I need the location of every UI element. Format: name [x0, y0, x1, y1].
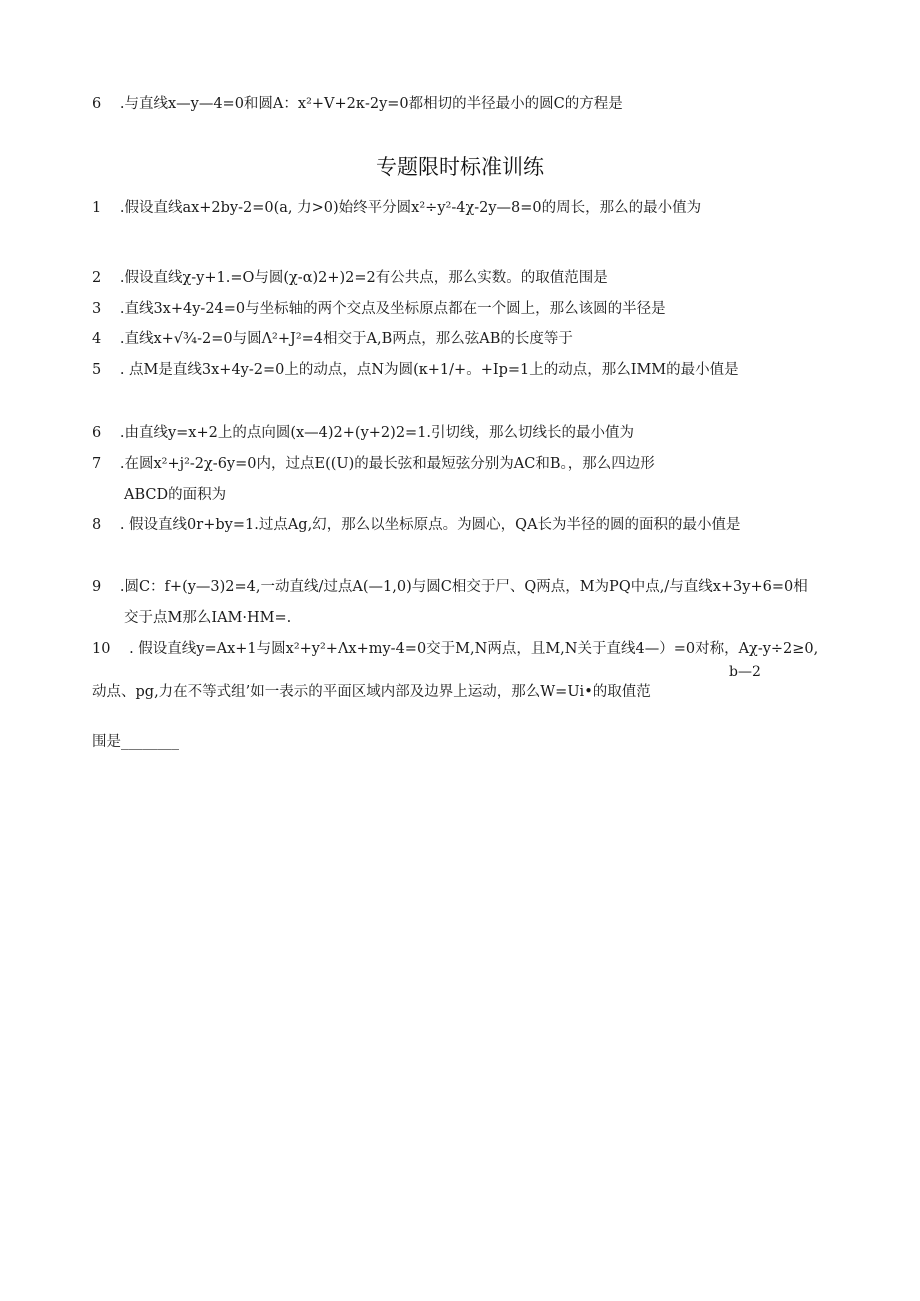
question-number: 1: [92, 200, 102, 216]
question-text: . 点M是直线3x+4y-2=0上的动点，点N为圆(κ+1/+。+Ip=1上的动点，那么IMM的最小值是: [119, 362, 739, 378]
question-number: 2: [92, 270, 102, 286]
question-text: .直线x+√¾-2=0与圆Λ²+J²=4相交于A,B两点，那么弦AB的长度等于: [119, 331, 573, 347]
question-text: . 假设直线0r+by=1.过点Ag,幻，那么以坐标原点。为圆心，QA长为半径的圆的面积的最小值是: [119, 517, 741, 533]
question-text: .假设直线χ-y+1.=O与圆(χ-α)2+)2=2有公共点，那么实数。的取值范围是: [119, 270, 608, 286]
question-10-line-3: [92, 733, 179, 751]
question-3: [92, 300, 666, 318]
question-8: [92, 516, 741, 534]
question-4: [92, 330, 573, 348]
question-7: [92, 455, 655, 473]
pre-question-6: [92, 95, 623, 113]
question-text: . 假设直线y=Ax+1与圆x²+y²+Λx+my-4=0交于M,N两点，且M,N关于直线4—）=0对称，Aχ-y÷2≥0,: [129, 641, 819, 657]
fraction-denominator: b—2: [729, 664, 761, 680]
question-number: 4: [92, 331, 102, 347]
question-text: .与直线x—y—4=0和圆A：x²+V+2κ-2y=0都相切的半径最小的圆C的方程是: [119, 96, 623, 112]
question-text-continued: 交于点M那么IAM·HM=.: [124, 610, 292, 626]
question-9-line-2: [124, 609, 291, 627]
question-text: .假设直线ax+2by-2=0(a, 力>0)始终平分圆x²÷y²-4χ-2y—8=0的周长，那么的最小值为: [119, 200, 702, 216]
question-10-subscript: [729, 663, 761, 681]
question-number: 6: [92, 425, 102, 441]
question-6: [92, 424, 634, 442]
question-2: [92, 269, 608, 287]
question-1: [92, 199, 701, 217]
question-text: .由直线y=x+2上的点向圆(x—4)2+(y+2)2=1.引切线，那么切线长的最小值为: [119, 425, 635, 441]
question-number: 8: [92, 517, 102, 533]
question-text: .在圆x²+j²-2χ-6y=0内，过点E((U)的最长弦和最短弦分别为AC和B。，那么四边形: [119, 456, 655, 472]
question-text-continued: ABCD的面积为: [124, 487, 227, 503]
question-7-line-2: [124, 486, 226, 504]
question-text: .直线3x+4y-24=0与坐标轴的两个交点及坐标原点都在一个圆上，那么该圆的半径是: [119, 301, 666, 317]
question-9: [92, 578, 808, 596]
question-number: 9: [92, 579, 102, 595]
question-text-continued: 动点、pg,力在不等式组’如一表示的平面区域内部及边界上运动，那么W=Ui•的取值范: [92, 684, 651, 700]
question-number: 6: [92, 96, 102, 112]
question-text: .圆C：f+(y—3)2=4,一动直线/过点A(—1,0)与圆C相交于尸、Q两点，M为PQ中点,/与直线x+3y+6=0相: [119, 579, 808, 595]
question-number: 10: [92, 641, 111, 657]
question-number: 5: [92, 362, 102, 378]
question-5: [92, 361, 739, 379]
answer-blank: 围是________: [92, 734, 179, 750]
question-number: 7: [92, 456, 102, 472]
question-10-line-2: [92, 683, 651, 701]
question-10: [92, 640, 818, 658]
section-title: 专题限时标准训练: [376, 155, 544, 179]
question-number: 3: [92, 301, 102, 317]
